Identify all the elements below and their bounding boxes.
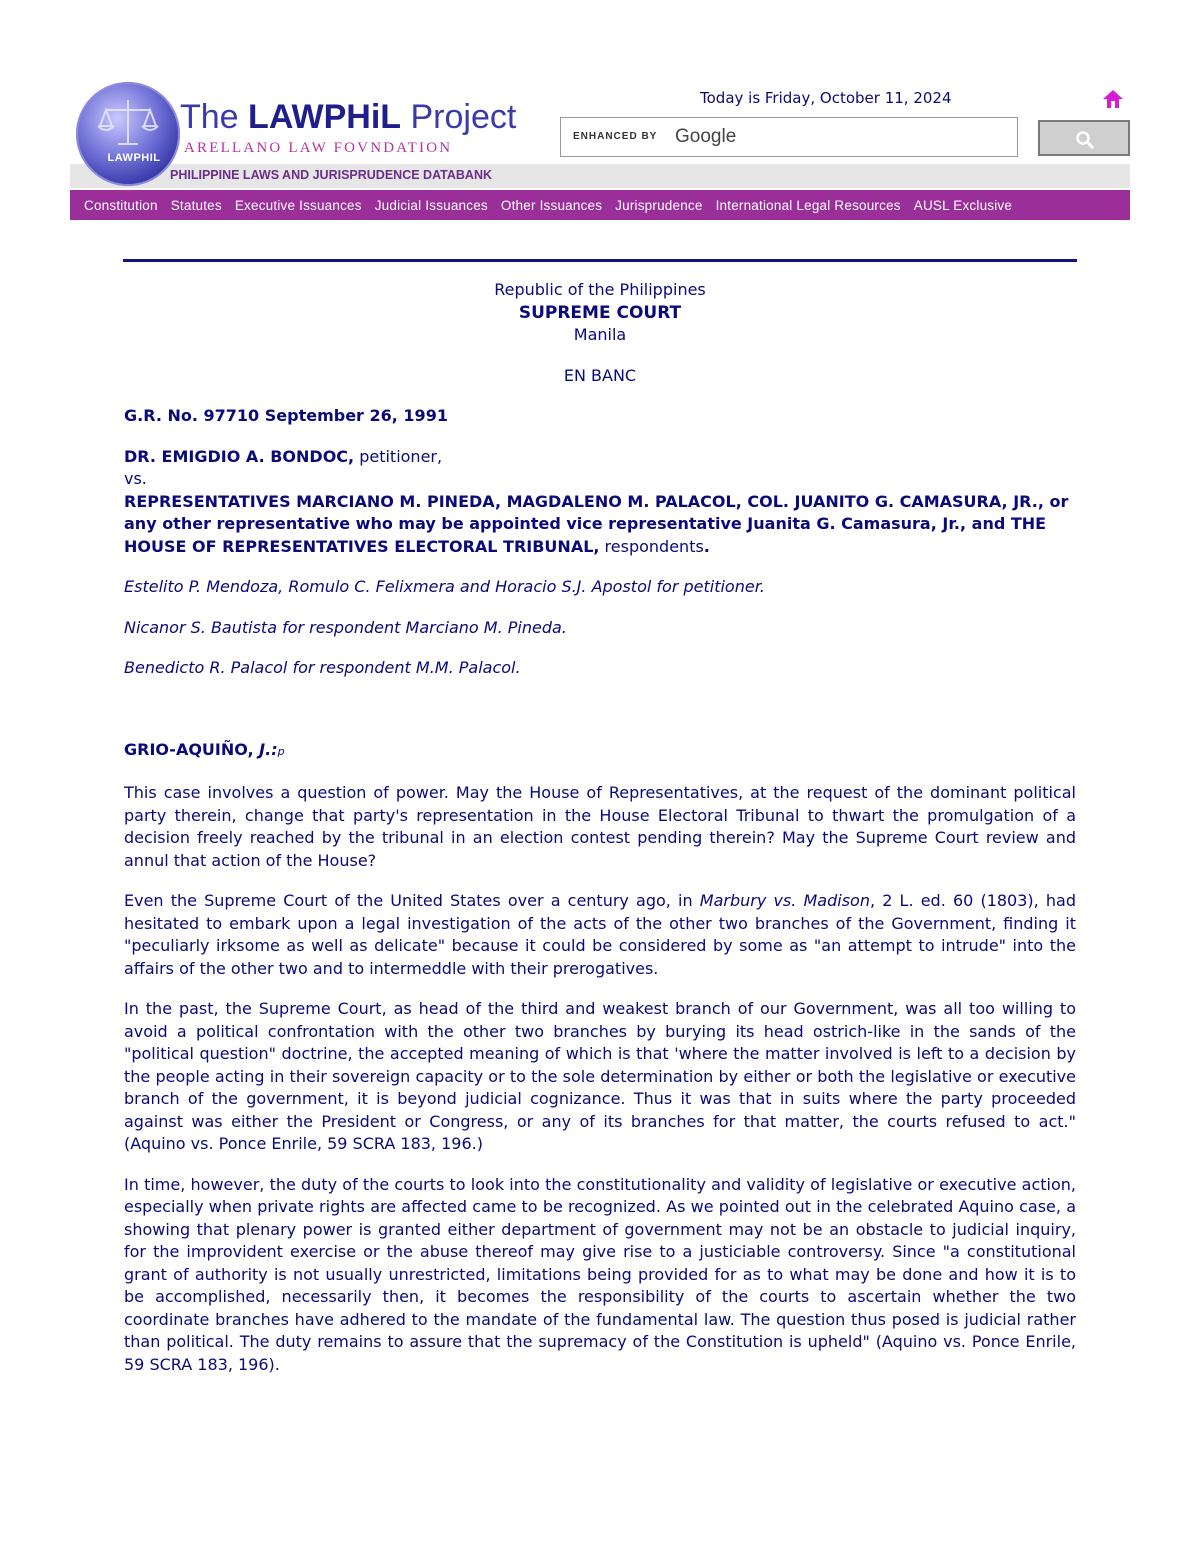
enhanced-by-label: ENHANCED BY [573, 131, 658, 142]
petitioner [124, 446, 1076, 469]
ponente-name: GRIO-AQUIÑO, [124, 739, 260, 759]
title-pre: The [180, 98, 249, 136]
paragraph-2 [124, 890, 1076, 980]
decision-document [124, 279, 1076, 1376]
header-divider [123, 259, 1077, 262]
paragraph-3: In the past, the Supreme Court, as head of the third and weakest branch of our Government, was all too willing to avoid a political confrontation with the other two branches by burying its head ostrich-like in the sands of the "political question" doctrine, the accepted meaning of which is that 'where the matter involved is left to a decision by the people acting in their sovereign capacity or to the sole determination by either or both the legislative or executive branch of the government, it is beyond judicial cognizance. Thus it was that in suits where the party proceeded against was either the President or Congress, or any of its branches for that matter, the courts refused to act." (Aquino vs. Ponce Enrile, 59 SCRA 183, 196.) [124, 999, 1076, 1153]
counsel-palacol: Benedicto R. Palacol for respondent M.M. Palacol. [124, 658, 521, 677]
nav-constitution[interactable]: Constitution [84, 197, 158, 213]
site-logo[interactable] [76, 82, 180, 186]
counsel-petitioner: Estelito P. Mendoza, Romulo C. Felixmera and Horacio S.J. Apostol for petitioner. [124, 577, 765, 596]
respondents [124, 491, 1076, 559]
nav-statutes[interactable]: Statutes [170, 197, 222, 213]
today-date: Today is Friday, October 11, 2024 [700, 89, 952, 107]
ponente-mark: p [277, 744, 285, 758]
paragraph-2-b: , 2 L. ed. 60 (1803), had hesitated to embark upon a legal investigation of the acts of the other two branches of the Government, finding it "peculiarly irksome as well as delicate" because it could be considered by some as "an attempt to intrude" into the affairs of the other two and to intermeddle with their prerogatives. [124, 891, 1076, 978]
title-post: Project [401, 98, 517, 136]
search-icon [1075, 130, 1095, 150]
court-city: Manila [573, 325, 627, 344]
logo-tag: LAWPHIL [107, 152, 161, 164]
search-input[interactable] [751, 124, 1010, 152]
petitioner-name: DR. EMIGDIO A. BONDOC, [124, 446, 355, 466]
case-number: G.R. No. 97710 September 26, 1991 [124, 406, 448, 425]
paragraph-1: This case involves a question of power. May the House of Representatives, at the request of the dominant political party therein, change that party's representation in the House Electoral Tribunal to thwart the promulgation of a decision freely reached by the tribunal in an election contest pending therein? May the Supreme Court review and annul that action of the House? [124, 783, 1076, 870]
title-bold: LAWPHiL [248, 98, 402, 136]
nav-international-legal-resources[interactable]: International Legal Resources [715, 197, 901, 213]
paragraph-4: In time, however, the duty of the courts to look into the constitutionality and validity of legislative or executive action, especially when private rights are affected came to be recognized. As we pointed out in the celebrated Aquino case, a showing that plenary power is granted either department of government may not be an obstacle to judicial inquiry, for the improvident exercise or the abuse thereof may give rise to a justiciable controversy. Since "a constitutional grant of authority is not usually unrestricted, limitations being provided for as to what may be done and how it is to be accomplished, necessarily then, it becomes the responsibility of the courts to ascertain whether the two coordinate branches have adhered to the mandate of the fundamental law. The question thus posed is judicial rather than political. The duty remains to assure that the supremacy of the Constitution is upheld" (Aquino vs. Ponce Enrile, 59 SCRA 183, 196). [124, 1174, 1076, 1374]
databank-bar [70, 164, 1130, 188]
nav-other-issuances[interactable]: Other Issuances [500, 197, 603, 213]
court-name: SUPREME COURT [518, 302, 682, 323]
nav-executive-issuances[interactable]: Executive Issuances [234, 197, 362, 213]
nav-judicial-issuances[interactable]: Judicial Issuances [374, 197, 488, 213]
respondents-role: respondents [599, 536, 704, 556]
ponente-title: J.: [259, 739, 278, 759]
site-subtitle: ARELLANO LAW FOVNDATION [184, 140, 453, 156]
respondents-end: . [703, 536, 710, 556]
marbury-citation: Marbury vs. Madison [699, 891, 870, 910]
site-title[interactable] [180, 100, 516, 134]
search-box[interactable] [560, 117, 1018, 157]
nav-jurisprudence[interactable]: Jurisprudence [615, 197, 703, 213]
paragraph-2-a: Even the Supreme Court of the United States over a century ago, in [124, 891, 700, 910]
google-label: Google [675, 126, 737, 147]
republic-line: Republic of the Philippines [494, 280, 706, 299]
nav-ausl-exclusive[interactable]: AUSL Exclusive [913, 197, 1013, 213]
ponente [124, 739, 1076, 764]
scales-of-justice-icon [76, 82, 180, 186]
main-nav [70, 190, 1130, 220]
counsel-pineda: Nicanor S. Bautista for respondent Marciano M. Pineda. [124, 617, 567, 637]
respondents-name: REPRESENTATIVES MARCIANO M. PINEDA, MAGDALENO M. PALACOL, COL. JUANITO G. CAMASURA, JR., or any other representative who may be appointed vice representative Juanita G. Camasura, Jr., and THE HOUSE OF REPRESENTATIVES ELECTORAL TRIBUNAL, [124, 491, 1069, 556]
home-icon[interactable] [1102, 88, 1124, 110]
site-header [70, 80, 1130, 220]
petitioner-role: petitioner, [354, 446, 443, 466]
databank-label: PHILIPPINE LAWS AND JURISPRUDENCE DATABANK [170, 168, 493, 182]
versus: vs. [124, 469, 147, 488]
search-button[interactable] [1038, 120, 1130, 156]
division: EN BANC [563, 365, 637, 385]
